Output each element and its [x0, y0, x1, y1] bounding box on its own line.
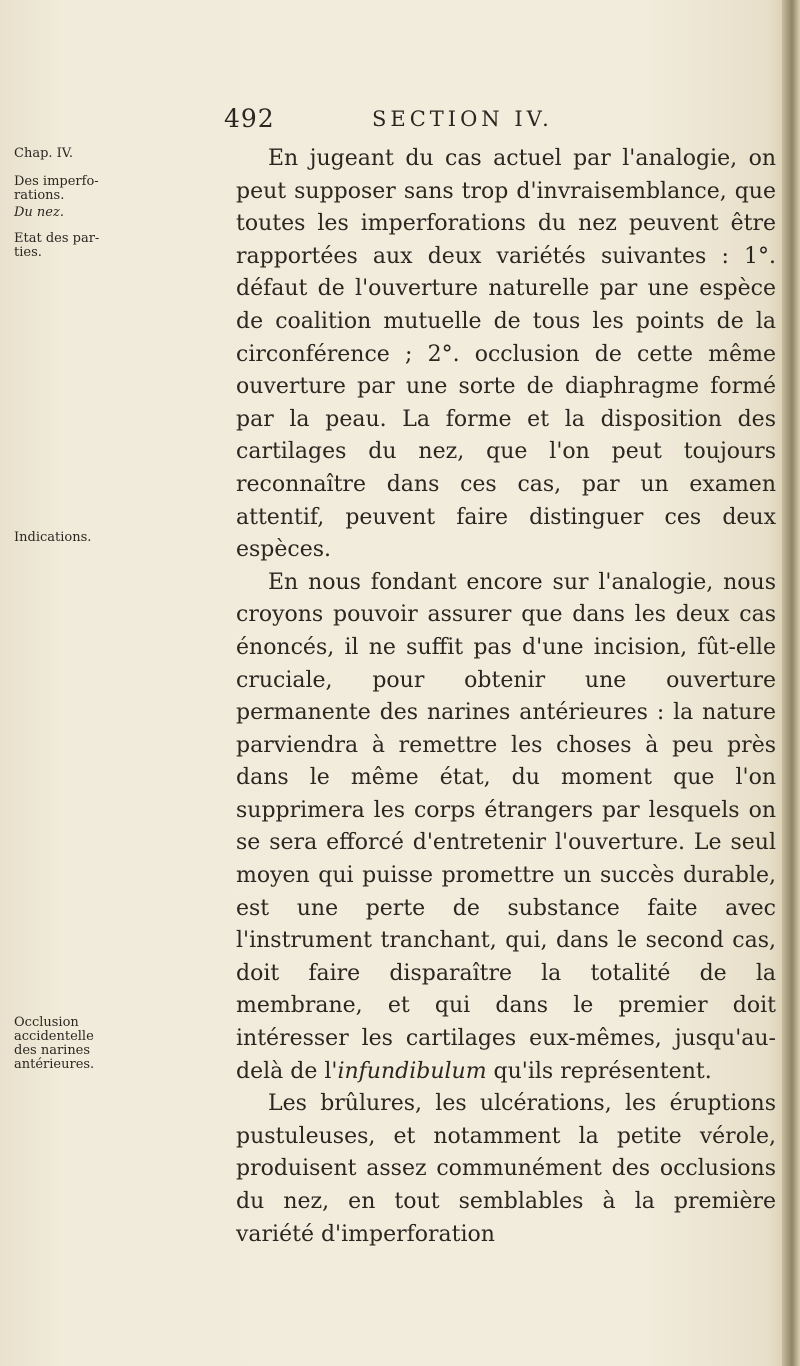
paragraph-1-text: En jugeant du cas actuel par l'analogie, on peut supposer sans trop d'invraisemblance, que toutes les imperforations du nez peuvent être rapportées aux deux variétés suivantes : 1°. défaut de l'ouverture naturelle par une espèce de coalition mutuelle de tous les points de la circonférence ; 2°. occlusion de cette même ouverture par une sorte de diaphragme formé par la peau. La forme et la disposition des cartilages du nez, que l'on peut toujours reconnaître dans ces cas, par un examen attentif, peuvent faire distinguer ces deux espèces. [236, 146, 776, 563]
body-text [236, 143, 776, 1251]
paragraph-1 [236, 143, 776, 567]
margin-note-indications: Indications. [14, 530, 92, 545]
page-header [0, 104, 800, 140]
margin-note-imperforations: Des imperfo-rations. [14, 174, 99, 203]
running-head: SECTION IV. [372, 107, 553, 131]
margin-note-nose: Du nez. [14, 205, 64, 220]
margin-note-occlusion: Occlusion accidentelle des narines antérieures. [14, 1015, 95, 1072]
margin-note-chapter: Chap. IV. [14, 146, 74, 161]
paragraph-3-text: Les brûlures, les ulcérations, les éruptions pustuleuses, et notamment la petite vérole, produisent assez communément des occlusions du nez, en tout semblables à la première variété d'imperforation [236, 1091, 776, 1247]
page-edge [782, 0, 800, 1366]
margin-note-state: Etat des par-ties. [14, 231, 100, 260]
paragraph-2-text: En nous fondant encore sur l'analogie, nous croyons pouvoir assurer que dans les deux cas énoncés, il ne suffit pas d'une incision, fût-elle cruciale, pour obtenir une ouverture permanente des narines antérieures : la nature parviendra à remettre les choses à peu près dans le même état, du moment que l'on supprimera les corps étrangers par lesquels on se sera efforcé d'entretenir l'ouverture. Le seul moyen qui puisse promettre un succès durable, est une perte de substance faite avec l'instrument tranchant, qui, dans le second cas, doit faire disparaître la totalité de la membrane, et qui dans le premier doit intéresser les cartilages eux-mêmes, jusqu'au-delà de l' [236, 569, 776, 1084]
paragraph-2 [236, 567, 776, 1089]
paragraph-2-italic-term: infundibulum [337, 1058, 487, 1084]
paragraph-3 [236, 1088, 776, 1251]
page-number: 492 [224, 104, 275, 133]
paragraph-2-text-end: qu'ils représentent. [486, 1058, 712, 1084]
